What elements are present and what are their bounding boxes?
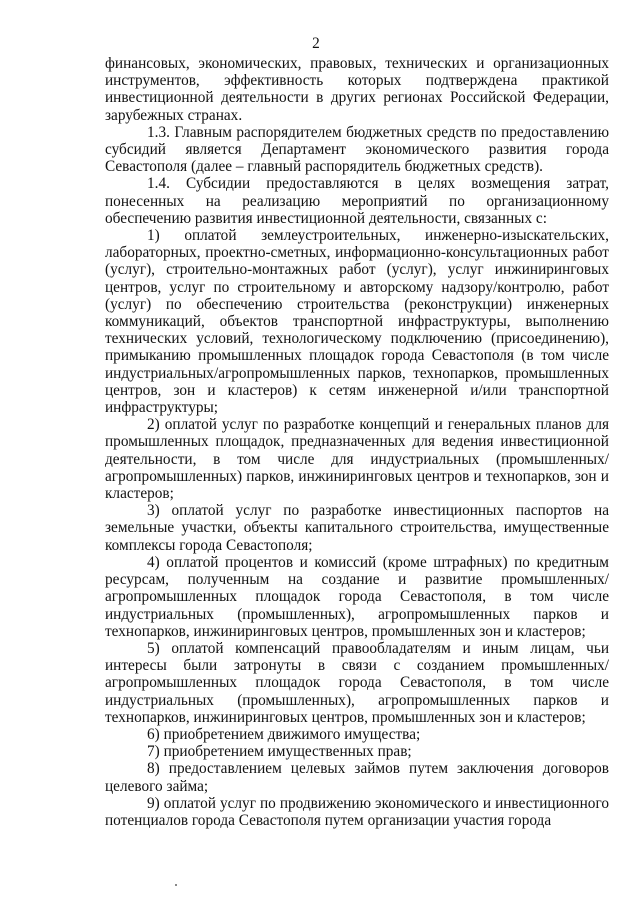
paragraph-1-3: 1.3. Главным распорядителем бюджетных средств по предоставлению субсидий является Департамент экономического развития города Севастополя (далее – главный распорядитель бюджетных средств). xyxy=(105,123,609,176)
scan-speck xyxy=(175,884,177,886)
list-item-2: 2) оплатой услуг по разработке концепций и генеральных планов для промышленных площадок, предназначенных для ведения инвестиционной деятельности, в том числе для индустриальных (промышленных/агропромышленных) парков, инжиниринговых центров и технопарков, зон и кластеров; xyxy=(105,416,609,503)
list-item-8: 8) предоставлением целевых займов путем заключения договоров целевого займа; xyxy=(105,760,609,795)
list-item-9: 9) оплатой услуг по продвижению экономического и инвестиционного потенциалов города Севастополя путем организации участия города xyxy=(105,794,609,829)
list-item-3: 3) оплатой услуг по разработке инвестиционных паспортов на земельные участки, объекты капитального строительства, имущественные комплексы города Севастополя; xyxy=(105,502,609,554)
list-item-5: 5) оплатой компенсаций правообладателям и иным лицам, чьи интересы были затронуты в связи с созданием промышленных/ агропромышленных площадок города Севастополя, в том числе индустриальных (промышленных), агропромышленных парков и технопарков, инжиниринговых центров, промышленных зон и кластеров; xyxy=(105,639,609,726)
list-item-1: 1) оплатой землеустроительных, инженерно-изыскательских, лабораторных, проектно-сметных, информационно-консультационных работ (услуг), строительно-монтажных работ (услуг), услуг инжиниринговых центров, услуг по строительному и авторскому надзору/контролю, работ (услуг) по обеспечению строительства (реконструкции) инженерных коммуникаций, объектов транспортной инфраструктуры, выполнению технических условий, технологическому подключению (присоединению), примыканию промышленных площадок города Севастополя (в том числе индустриальных/агропромышленных парков, технопарков, промышленных центров, зон и кластеров) к сетям инженерной и/или транспортной инфраструктуры; xyxy=(105,227,609,417)
list-item-7: 7) приобретением имущественных прав; xyxy=(147,743,412,761)
list-item-4: 4) оплатой процентов и комиссий (кроме штрафных) по кредитным ресурсам, полученным на создание и развитие промышленных/ агропромышленных площадок города Севастополя, в том числе индустриальных (промышленных), агропромышленных парков и технопарков, инжиниринговых центров, промышленных зон и кластеров; xyxy=(105,553,609,640)
body-text xyxy=(105,55,609,829)
page-number: 2 xyxy=(312,35,320,52)
paragraph-1-4: 1.4. Субсидии предоставляются в целях возмещения затрат, понесенных на реализацию мероприятий по организационному обеспечению развития инвестиционной деятельности, связанных с: xyxy=(105,175,609,227)
paragraph-continuation: финансовых, экономических, правовых, технических и организационных инструментов, эффективность которых подтверждена практикой инвестиционной деятельности в других регионах Российской Федерации, зарубежных странах. xyxy=(105,55,609,124)
list-item-6: 6) приобретением движимого имущества; xyxy=(147,725,421,743)
